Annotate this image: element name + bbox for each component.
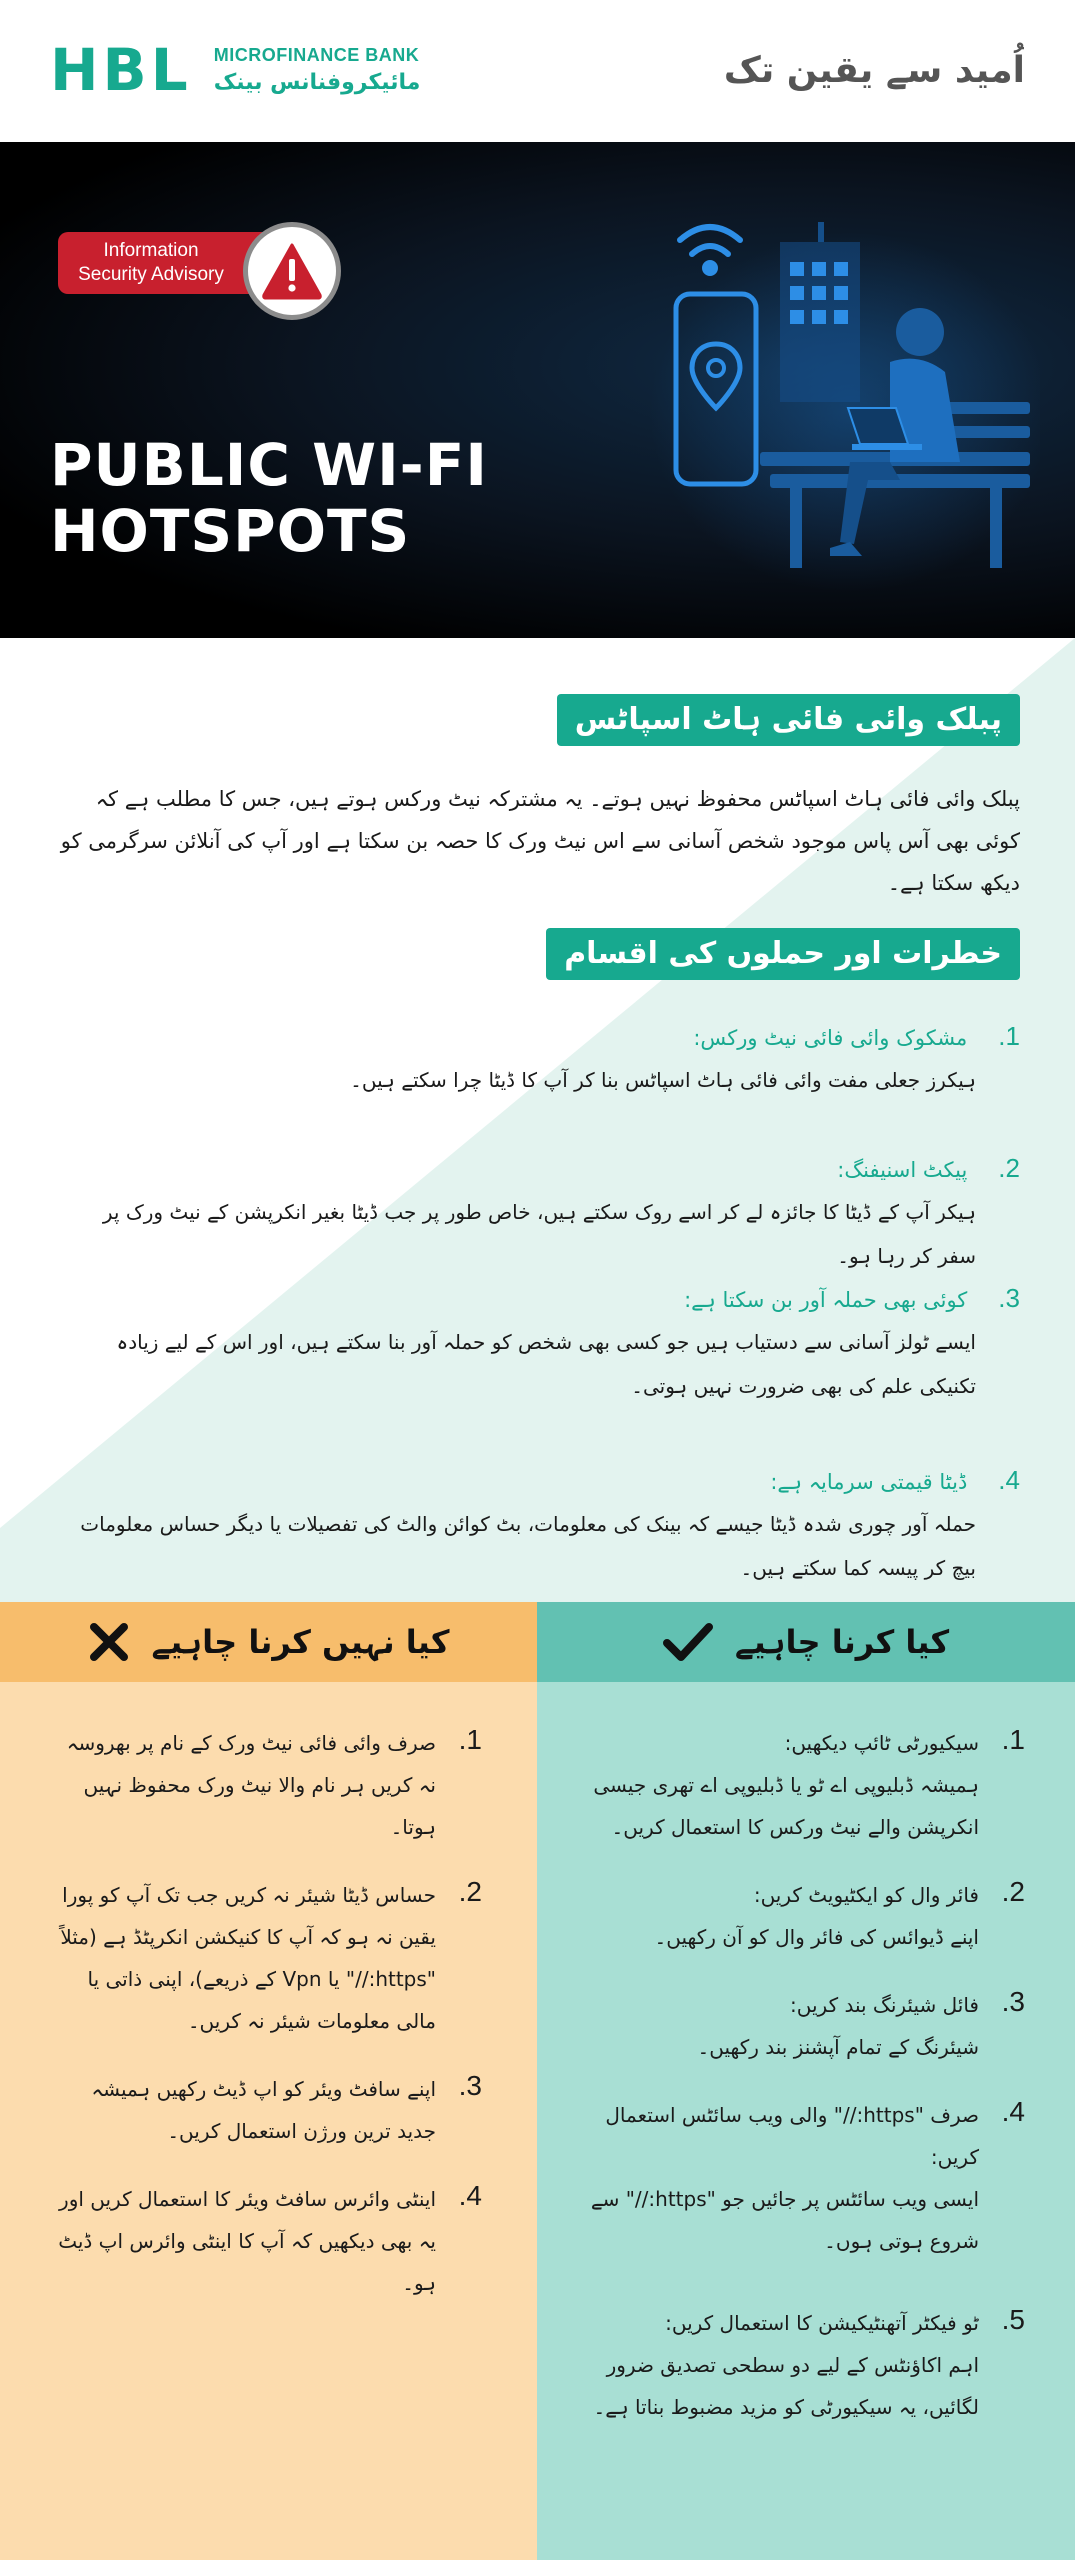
heading-threats: خطرات اور حملوں کی اقسام	[546, 928, 1020, 980]
advisory-badge	[58, 222, 341, 304]
threat-title	[60, 1016, 1020, 1058]
page-header	[0, 0, 1075, 142]
threat-title-text: مشکوک وائی فائی نیٹ ورکس:	[693, 1026, 968, 1050]
item-title: صرف "https://" والی ویب سائٹس استعمال کریں:	[605, 2103, 979, 2169]
intro-paragraph: پبلک وائی فائی ہاٹ اسپاٹس محفوظ نہیں ہوتے۔ یہ مشترکہ نیٹ ورکس ہوتے ہیں، جس کا مطلب ہے کہ کوئی بھی آس پاس موجود شخص آسانی سے اس نیٹ ورک کا حصہ بن سکتا ہے اور آپ کی آنلائن سرگرمی کو دیکھ سکتا ہے۔	[60, 787, 1020, 895]
do-header	[537, 1602, 1075, 1682]
do-dont-section	[0, 1602, 1075, 2560]
wifi-user-illustration	[640, 212, 1040, 592]
hero-title-line-1: PUBLIC WI-FI	[50, 431, 488, 499]
item-text: اپنے سافٹ ویئر کو اپ ڈیٹ رکھیں ہمیشہ جدید ترین ورژن استعمال کریں۔	[91, 2077, 436, 2143]
threat-title-text: ڈیٹا قیمتی سرمایہ ہے:	[770, 1470, 968, 1494]
item-text: اینٹی وائرس سافٹ ویئر کا استعمال کریں اور یہ بھی دیکھیں کہ آپ کا اینٹی وائرس اپ ڈیٹ ہو۔	[58, 2187, 436, 2295]
do-list	[585, 1722, 1025, 2454]
threat-item	[60, 1016, 1020, 1102]
item-title: فائل شیئرنگ بند کریں:	[790, 1993, 979, 2017]
threat-description: ہیکر آپ کے ڈیٹا کا جائزہ لے کر اسے روک سکتے ہیں، خاص طور پر جب ڈیٹا بغیر انکرپشن کے نیٹ ورک پر سفر کر رہا ہو۔	[102, 1200, 976, 1268]
warning-icon	[243, 222, 341, 320]
item-number: 4.	[1001, 2096, 1025, 2127]
threat-number: 1.	[998, 1021, 1020, 1051]
threat-title	[60, 1148, 1020, 1190]
item-number: 1.	[1001, 1724, 1025, 1755]
item-text: ہمیشہ ڈبلیوپی اے ٹو یا ڈبلیوپی اے تھری جیسی انکرپشن والے نیٹ ورکس کا استعمال کریں۔	[593, 1773, 979, 1839]
badge-line-2: Security Advisory	[78, 264, 224, 285]
item-text: اہم اکاؤنٹس کے لیے دو سطحی تصدیق ضرور لگائیں، یہ سیکیورٹی کو مزید مضبوط بناتا ہے۔	[593, 2353, 979, 2419]
dont-list	[52, 1722, 482, 2330]
threat-item	[60, 1278, 1020, 1408]
item-number: 4.	[458, 2180, 482, 2211]
item-content	[585, 1874, 1025, 1958]
wifi-icon	[680, 227, 740, 273]
item-text: حساس ڈیٹا شیئر نہ کریں جب تک آپ کو پورا یقین نہ ہو کہ آپ کا کنیکشن انکرپٹڈ ہے (مثلاً "https://" یا Vpn کے ذریعے)، اپنی ذاتی یا مالی معلومات شیئر نہ کریں۔	[60, 1883, 436, 2033]
checkmark-icon	[663, 1621, 713, 1663]
tagline: اُمید سے یقین تک	[723, 50, 1025, 91]
cross-icon	[88, 1621, 130, 1663]
item-number: 3.	[458, 2070, 482, 2101]
threat-description: ایسے ٹولز آسانی سے دستیاب ہیں جو کسی بھی شخص کو حملہ آور بنا سکتے ہیں، اور اس کے لیے زیادہ تکنیکی علم کی بھی ضرورت نہیں ہوتی۔	[116, 1330, 976, 1398]
do-item	[585, 1874, 1025, 1958]
building-icon	[780, 222, 860, 402]
item-number: 2.	[458, 1876, 482, 1907]
hero-banner	[0, 142, 1075, 638]
threat-title-text: پیکٹ اسنیفنگ:	[837, 1158, 968, 1182]
threat-number: 4.	[998, 1465, 1020, 1495]
item-content	[585, 1984, 1025, 2068]
do-column	[537, 1602, 1075, 2560]
item-title: فائر وال کو ایکٹیویٹ کریں:	[753, 1883, 979, 1907]
logo-english: MICROFINANCE BANK	[213, 45, 420, 65]
dont-item	[52, 1874, 482, 2042]
threat-title	[60, 1460, 1020, 1502]
do-item	[585, 2094, 1025, 2262]
threat-description: حملہ آور چوری شدہ ڈیٹا جیسے کہ بینک کی معلومات، بٹ کوائن والٹ کی تفصیلات یا دیگر حساس معلومات بیچ کر پیسہ کما سکتے ہیں۔	[80, 1512, 976, 1580]
item-content	[585, 1722, 1025, 1848]
do-item	[585, 1984, 1025, 2068]
threat-title	[60, 1278, 1020, 1320]
logo-text	[214, 45, 421, 95]
do-item	[585, 2302, 1025, 2428]
logo-mark: HBL	[50, 36, 192, 104]
hbl-logo	[50, 36, 421, 104]
dont-column	[0, 1602, 537, 2560]
threat-number: 2.	[998, 1153, 1020, 1183]
badge-line-1: Information	[103, 240, 199, 262]
dont-heading: کیا نہیں کرنا چاہیے	[151, 1623, 450, 1661]
heading-public-wifi: پبلک وائی فائی ہاٹ اسپاٹس	[557, 694, 1020, 746]
dont-item	[52, 1722, 482, 1848]
threat-item	[60, 1148, 1020, 1278]
item-number: 2.	[1001, 1876, 1025, 1907]
item-text: اپنے ڈیوائس کی فائر وال کو آن رکھیں۔	[654, 1925, 979, 1949]
info-section	[0, 638, 1075, 1602]
item-text: شیئرنگ کے تمام آپشنز بند رکھیں۔	[697, 2035, 979, 2059]
threat-number: 3.	[998, 1283, 1020, 1313]
item-title: ٹو فیکٹر آتھنٹیکیشن کا استعمال کریں:	[665, 2311, 979, 2335]
item-content	[585, 2094, 1025, 2262]
hero-title-line-2: HOTSPOTS	[50, 497, 411, 565]
item-number: 1.	[458, 1724, 482, 1755]
item-number: 3.	[1001, 1986, 1025, 2017]
dont-item	[52, 2178, 482, 2304]
do-heading: کیا کرنا چاہیے	[734, 1623, 950, 1661]
threat-title-text: کوئی بھی حملہ آور بن سکتا ہے:	[684, 1288, 968, 1312]
dont-item	[52, 2068, 482, 2152]
hero-title	[50, 432, 488, 564]
item-title: سیکیورٹی ٹائپ دیکھیں:	[784, 1731, 979, 1755]
logo-urdu: مائیکروفنانس بینک	[213, 70, 421, 95]
do-item	[585, 1722, 1025, 1848]
dont-header	[0, 1602, 537, 1682]
threat-item	[60, 1460, 1020, 1590]
item-number: 5.	[1001, 2304, 1025, 2335]
threat-description: ہیکرز جعلی مفت وائی فائی ہاٹ اسپاٹس بنا کر آپ کا ڈیٹا چرا سکتے ہیں۔	[350, 1068, 976, 1092]
item-text: ایسی ویب سائٹس پر جائیں جو "https://" سے شروع ہوتی ہوں۔	[590, 2187, 979, 2253]
item-text: صرف وائی فائی نیٹ ورک کے نام پر بھروسہ نہ کریں ہر نام والا نیٹ ورک محفوظ نہیں ہوتا۔	[66, 1731, 436, 1839]
item-content	[585, 2302, 1025, 2428]
